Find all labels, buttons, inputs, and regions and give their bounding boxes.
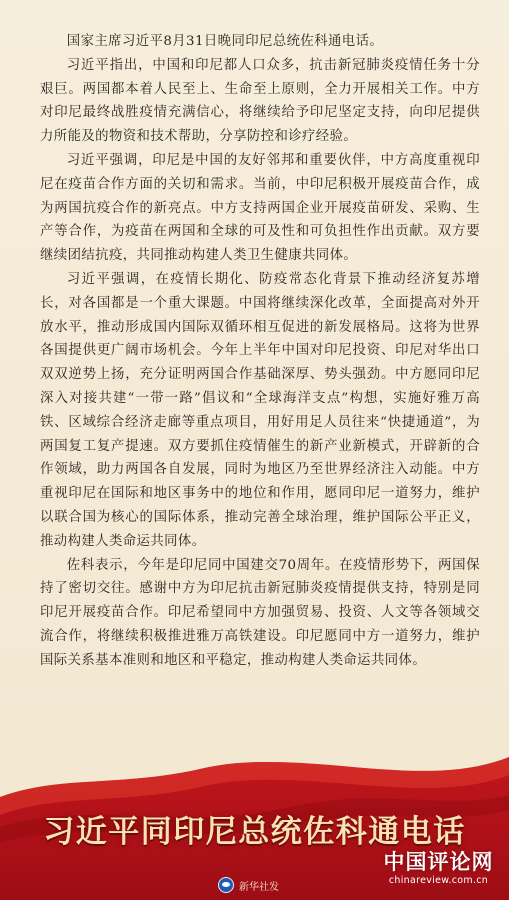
article-paragraph: 国家主席习近平8月31日晚同印尼总统佐科通电话。	[66, 34, 384, 49]
agency-name: 新华社发	[239, 881, 279, 893]
banner-headline: 习近平同印尼总统佐科通电话	[43, 814, 466, 850]
article-paragraph: 习近平强调，在疫情长期化、防疫常态化背景下推动经济复苏增长，对各国都是一个重大课题。中国将继续深化改革，全面提高对外开放水平，推动形成国内国际双循环相互促进的新发展格局。这将为世界各国提供更广阔市场机会。今年上半年中国对印尼投资、印尼对华出口双双逆势上扬，充分证明两国合作基础深厚、势头强劲。中方愿同印尼深入对接共建“一带一路”倡议和“全球海洋支点”构想，实施好雅万高铁、区域综合经济走廊等重点项目，用好用足人员往来“快捷通道”，为两国复工复产提速。双方要抓住疫情催生的新产业新模式，开辟新的合作领域，助力两国各自发展，同时为地区乃至世界经济注入动能。中方重视印尼在国际和地区事务中的地位和作用，愿同印尼一道努力，维护以联合国为核心的国际体系，推动完善全球治理，维护国际公平正义，推动构建人类命运共同体。	[40, 271, 480, 549]
agency-credit	[218, 877, 279, 893]
watermark-url: chinareview.com.cn	[388, 875, 489, 886]
article-paragraph: 习近平指出，中国和印尼都人口众多，抗击新冠肺炎疫情任务十分艰巨。两国都本着人民至上、生命至上原则，全力开展相关工作。中方对印尼最终战胜疫情充满信心，将继续给予印尼坚定支持，向印尼提供力所能及的物资和技术帮助，分享防控和诊疗经验。	[40, 57, 480, 145]
article-body	[40, 30, 480, 673]
site-watermark	[376, 850, 501, 888]
xinhua-logo-icon	[218, 877, 234, 893]
watermark-name: 中国评论网	[383, 850, 494, 874]
article-paragraph: 习近平强调，印尼是中国的友好邻邦和重要伙伴，中方高度重视印尼在疫苗合作方面的关切和需求。当前，中印尼积极开展疫苗合作，成为两国抗疫合作的新亮点。中方支持两国企业开展疫苗研发、采购、生产等合作，为疫苗在两国和全球的可及性和可负担性作出贡献。双方要继续团结抗疫，共同推动构建人类卫生健康共同体。	[40, 152, 480, 264]
article-paragraph: 佐科表示，今年是印尼同中国建交70周年。在疫情形势下，两国保持了密切交往。感谢中方为印尼抗击新冠肺炎疫情提供支持，特别是同印尼开展疫苗合作。印尼希望同中方加强贸易、投资、人文等各领域交流合作，将继续积极推进雅万高铁建设。印尼愿同中方一道努力，维护国际关系基本准则和地区和平稳定，推动构建人类命运共同体。	[40, 557, 480, 668]
